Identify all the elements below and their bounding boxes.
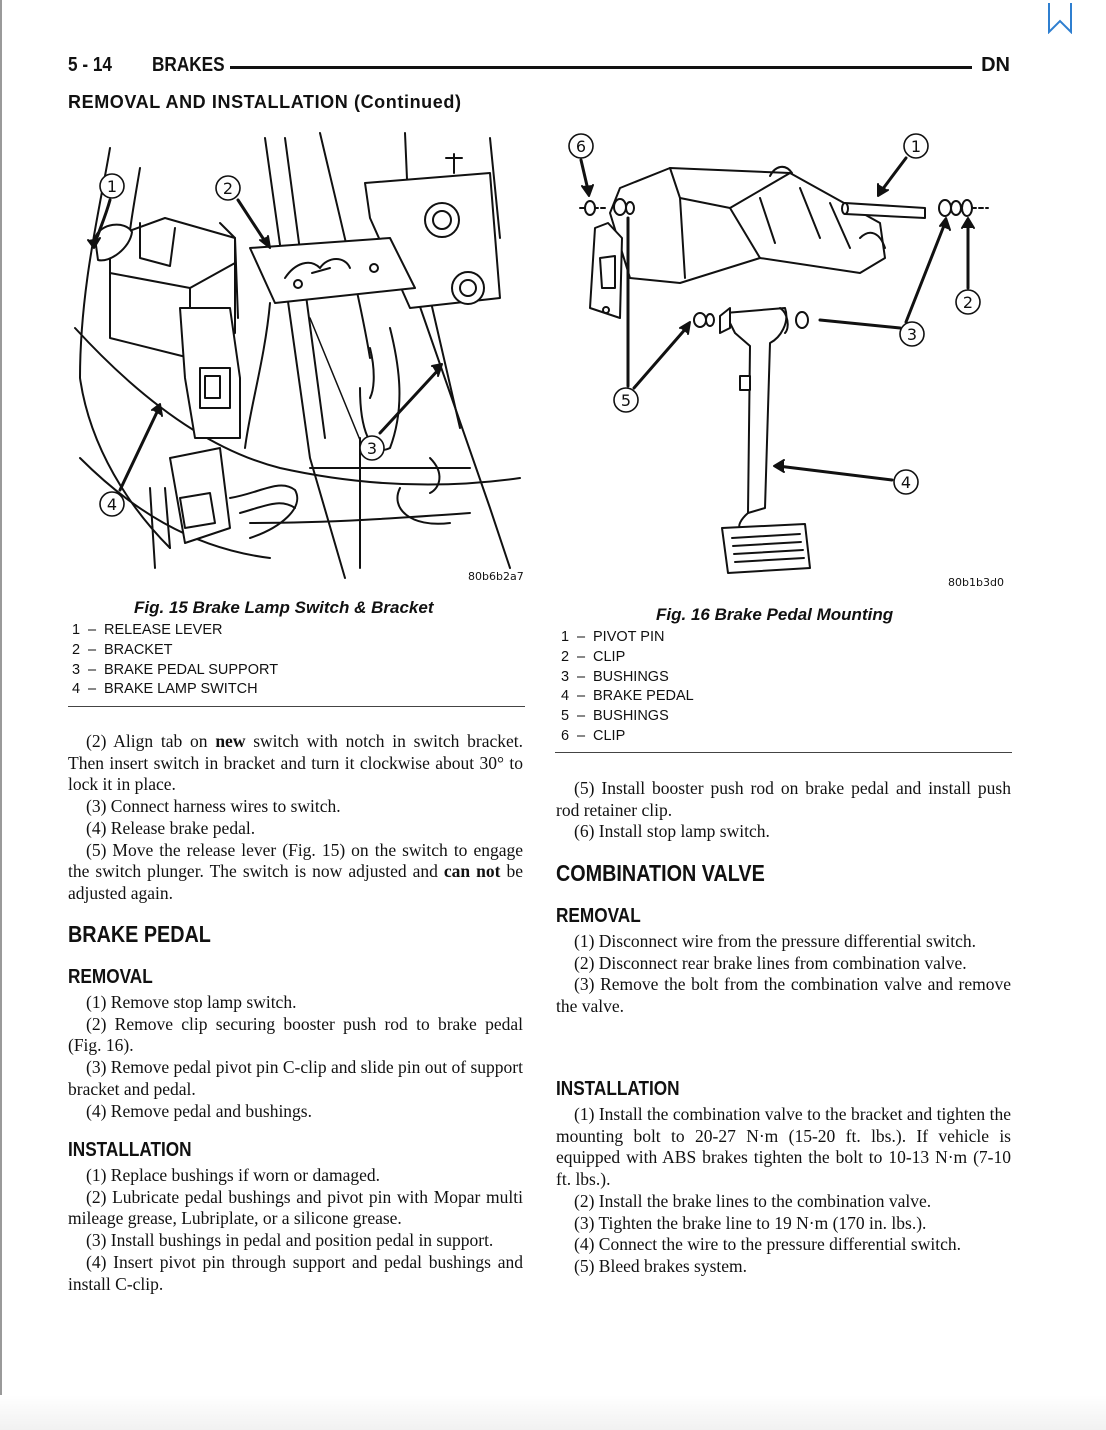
installation-heading: INSTALLATION bbox=[68, 1139, 192, 1161]
fig16-callout-2: 2 bbox=[962, 293, 974, 312]
legend-item: 1 – PIVOT PIN bbox=[561, 629, 665, 645]
fig16-caption: Fig. 16 Brake Pedal Mounting bbox=[656, 605, 894, 624]
page-number: 5 - 14 bbox=[68, 54, 112, 76]
fig15-rule bbox=[68, 706, 525, 707]
step-paragraph: (4) Release brake pedal. bbox=[86, 817, 256, 838]
legend-item: 5 – BUSHINGS bbox=[561, 708, 669, 725]
brake-pedal-installation-steps bbox=[68, 1165, 523, 1295]
legend-item: 1 – RELEASE LEVER bbox=[72, 622, 223, 638]
step-paragraph: (5) Bleed brakes system. bbox=[574, 1255, 748, 1276]
fig16-callout-5: 5 bbox=[620, 391, 632, 410]
step-paragraph: (2) Disconnect rear brake lines from combination valve. bbox=[574, 952, 967, 973]
step-paragraph: (2) Install the brake lines to the combination valve. bbox=[574, 1190, 932, 1211]
fig16-legend bbox=[561, 628, 1011, 747]
legend-item: 2 – BRACKET bbox=[72, 641, 173, 658]
fig16-callout-4: 4 bbox=[900, 473, 912, 492]
step-paragraph: (4) Connect the wire to the pressure differential switch. bbox=[574, 1234, 961, 1255]
fig16-rule bbox=[555, 752, 1012, 753]
combination-valve-removal-steps bbox=[556, 931, 1011, 1018]
removal-heading: REMOVAL bbox=[68, 966, 153, 988]
step-paragraph: (3) Tighten the brake line to 19 N·m (170 in. lbs.). bbox=[574, 1212, 927, 1233]
legend-item: 2 – CLIP bbox=[561, 648, 626, 665]
running-header bbox=[68, 52, 1010, 80]
legend-item: 3 – BUSHINGS bbox=[561, 668, 669, 685]
step-paragraph: (3) Install bushings in pedal and position pedal in support. bbox=[86, 1230, 494, 1251]
bookmark-icon[interactable] bbox=[1046, 2, 1074, 34]
step-paragraph: (1) Disconnect wire from the pressure differential switch. bbox=[574, 931, 977, 951]
combination-valve-heading: COMBINATION VALVE bbox=[556, 860, 765, 886]
page-left-border bbox=[0, 0, 2, 1430]
combination-valve-installation-steps bbox=[556, 1104, 1011, 1278]
step-paragraph: (3) Remove pedal pivot pin C-clip and slide pin out of support bracket and pedal. bbox=[68, 1057, 523, 1099]
removal-heading: REMOVAL bbox=[556, 905, 641, 927]
step-paragraph: (6) Install stop lamp switch. bbox=[574, 821, 770, 842]
fig15-caption: Fig. 15 Brake Lamp Switch & Bracket bbox=[134, 598, 434, 617]
legend-item: 3 – BRAKE PEDAL SUPPORT bbox=[72, 661, 279, 678]
fig16-callout-1: 1 bbox=[910, 137, 922, 156]
legend-item: 4 – BRAKE LAMP SWITCH bbox=[72, 681, 258, 698]
fig15-illustration bbox=[70, 128, 530, 588]
right-steps-continued bbox=[556, 778, 1011, 843]
continued-subheader: REMOVAL AND INSTALLATION (Continued) bbox=[68, 92, 462, 112]
step-paragraph: (2) Remove clip securing booster push rod to brake pedal (Fig. 16). bbox=[68, 1013, 523, 1056]
fig15-callout-2: 2 bbox=[222, 179, 234, 198]
left-steps-continued bbox=[68, 731, 523, 905]
brake-pedal-heading: BRAKE PEDAL bbox=[68, 921, 211, 947]
fig16-callout-6: 6 bbox=[575, 137, 587, 156]
legend-item: 6 – CLIP bbox=[561, 727, 626, 744]
step-paragraph: (1) Replace bushings if worn or damaged. bbox=[86, 1165, 381, 1185]
legend-item: 4 – BRAKE PEDAL bbox=[561, 688, 694, 705]
model-code: DN bbox=[981, 54, 1010, 76]
section-title: BRAKES bbox=[152, 54, 225, 76]
installation-heading: INSTALLATION bbox=[556, 1078, 680, 1100]
fig15-legend bbox=[72, 621, 522, 700]
header-rule bbox=[230, 66, 972, 69]
step-paragraph: (1) Install the combination valve to the bracket and tighten the mounting bolt to 20-27 N·m (15-20 ft. lbs.). If vehicle is equipped with ABS brakes tighten the bolt to 10-13 N·m (7-10 ft. lbs.). bbox=[556, 1104, 1011, 1190]
fig16-illustration bbox=[560, 128, 1010, 593]
fig15-callout-3: 3 bbox=[366, 439, 378, 458]
fig15-callout-1: 1 bbox=[106, 177, 118, 196]
step-paragraph: (4) Remove pedal and bushings. bbox=[86, 1100, 312, 1121]
brake-pedal-removal-steps bbox=[68, 992, 523, 1122]
fig16-image-code: 80b1b3d0 bbox=[948, 576, 1004, 589]
step-paragraph: (2) Lubricate pedal bushings and pivot pin with Mopar multi mileage grease, Lubriplate, or a silicone grease. bbox=[68, 1186, 523, 1229]
page-bottom-edge bbox=[0, 1395, 1106, 1430]
fig15-image-code: 80b6b2a7 bbox=[468, 570, 524, 583]
step-paragraph: (2) Align tab on new switch with notch in switch bracket. Then insert switch in bracket and turn it clockwise about 30° to lock it in place. bbox=[68, 731, 523, 795]
step-paragraph: (5) Install booster push rod on brake pedal and install push rod retainer clip. bbox=[556, 778, 1011, 820]
step-paragraph: (3) Remove the bolt from the combination valve and remove the valve. bbox=[556, 974, 1011, 1017]
step-paragraph: (3) Connect harness wires to switch. bbox=[86, 796, 341, 817]
step-paragraph: (1) Remove stop lamp switch. bbox=[86, 992, 297, 1012]
fig16-callout-3: 3 bbox=[906, 325, 918, 344]
step-paragraph: (4) Insert pivot pin through support and pedal bushings and install C-clip. bbox=[68, 1251, 523, 1294]
fig15-callout-4: 4 bbox=[106, 495, 118, 514]
step-paragraph: (5) Move the release lever (Fig. 15) on the switch to engage the switch plunger. The switch is now adjusted and can not be adjusted again. bbox=[68, 839, 523, 903]
